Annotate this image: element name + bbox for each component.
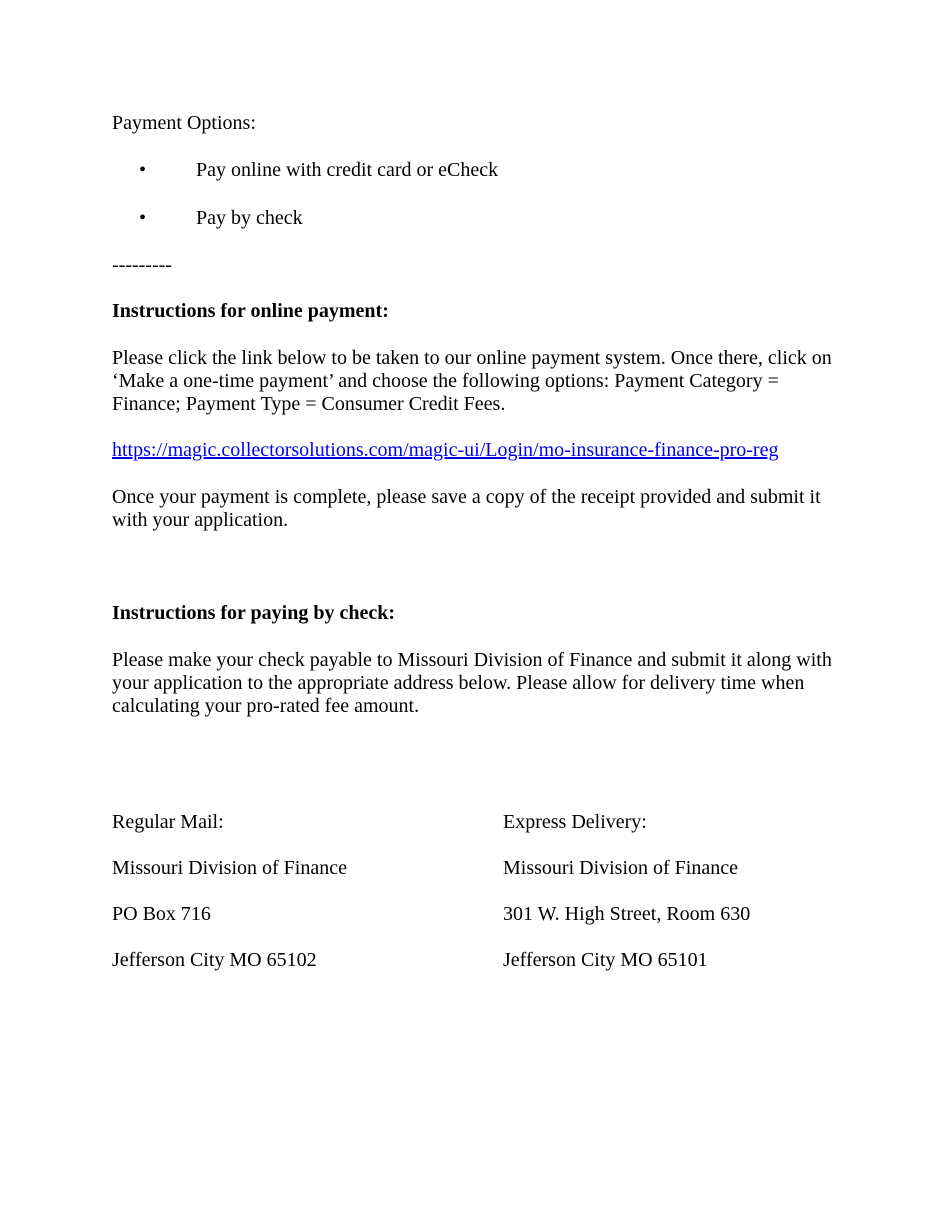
divider-line: --------- [112,254,172,276]
payment-options-heading: Payment Options: [112,112,256,134]
online-payment-link[interactable]: https://magic.collectorsolutions.com/magic-ui/Login/mo-insurance-finance-pro-reg [112,439,779,461]
regular-mail-address [112,788,347,995]
address-street: PO Box 716 [112,903,211,925]
address-label: Express Delivery: [503,811,647,833]
address-name: Missouri Division of Finance [503,857,738,879]
online-instructions-paragraph: Please click the link below to be taken to our online payment system. Once there, click on ‘Make a one-time payment’ and choose the following options: Payment Category = Finance; Payment Type = Consumer Credit Fees. [112,347,832,415]
payment-option-online: Pay online with credit card or eCheck [196,159,499,181]
bullet-icon: • [139,159,147,181]
online-instructions-heading: Instructions for online payment: [112,300,389,322]
express-delivery-address [503,788,750,995]
address-city: Jefferson City MO 65101 [503,949,708,971]
receipt-note-paragraph: Once your payment is complete, please save a copy of the receipt provided and submit it with your application. [112,486,821,531]
address-city: Jefferson City MO 65102 [112,949,317,971]
address-label: Regular Mail: [112,811,224,833]
address-name: Missouri Division of Finance [112,857,347,879]
address-street: 301 W. High Street, Room 630 [503,903,751,925]
payment-option-check: Pay by check [196,207,303,229]
bullet-icon: • [139,207,147,229]
check-instructions-paragraph: Please make your check payable to Missouri Division of Finance and submit it along with your application to the appropriate address below. Please allow for delivery time when calculating your pro-rated fee amount. [112,649,832,717]
check-instructions-heading: Instructions for paying by check: [112,602,395,624]
